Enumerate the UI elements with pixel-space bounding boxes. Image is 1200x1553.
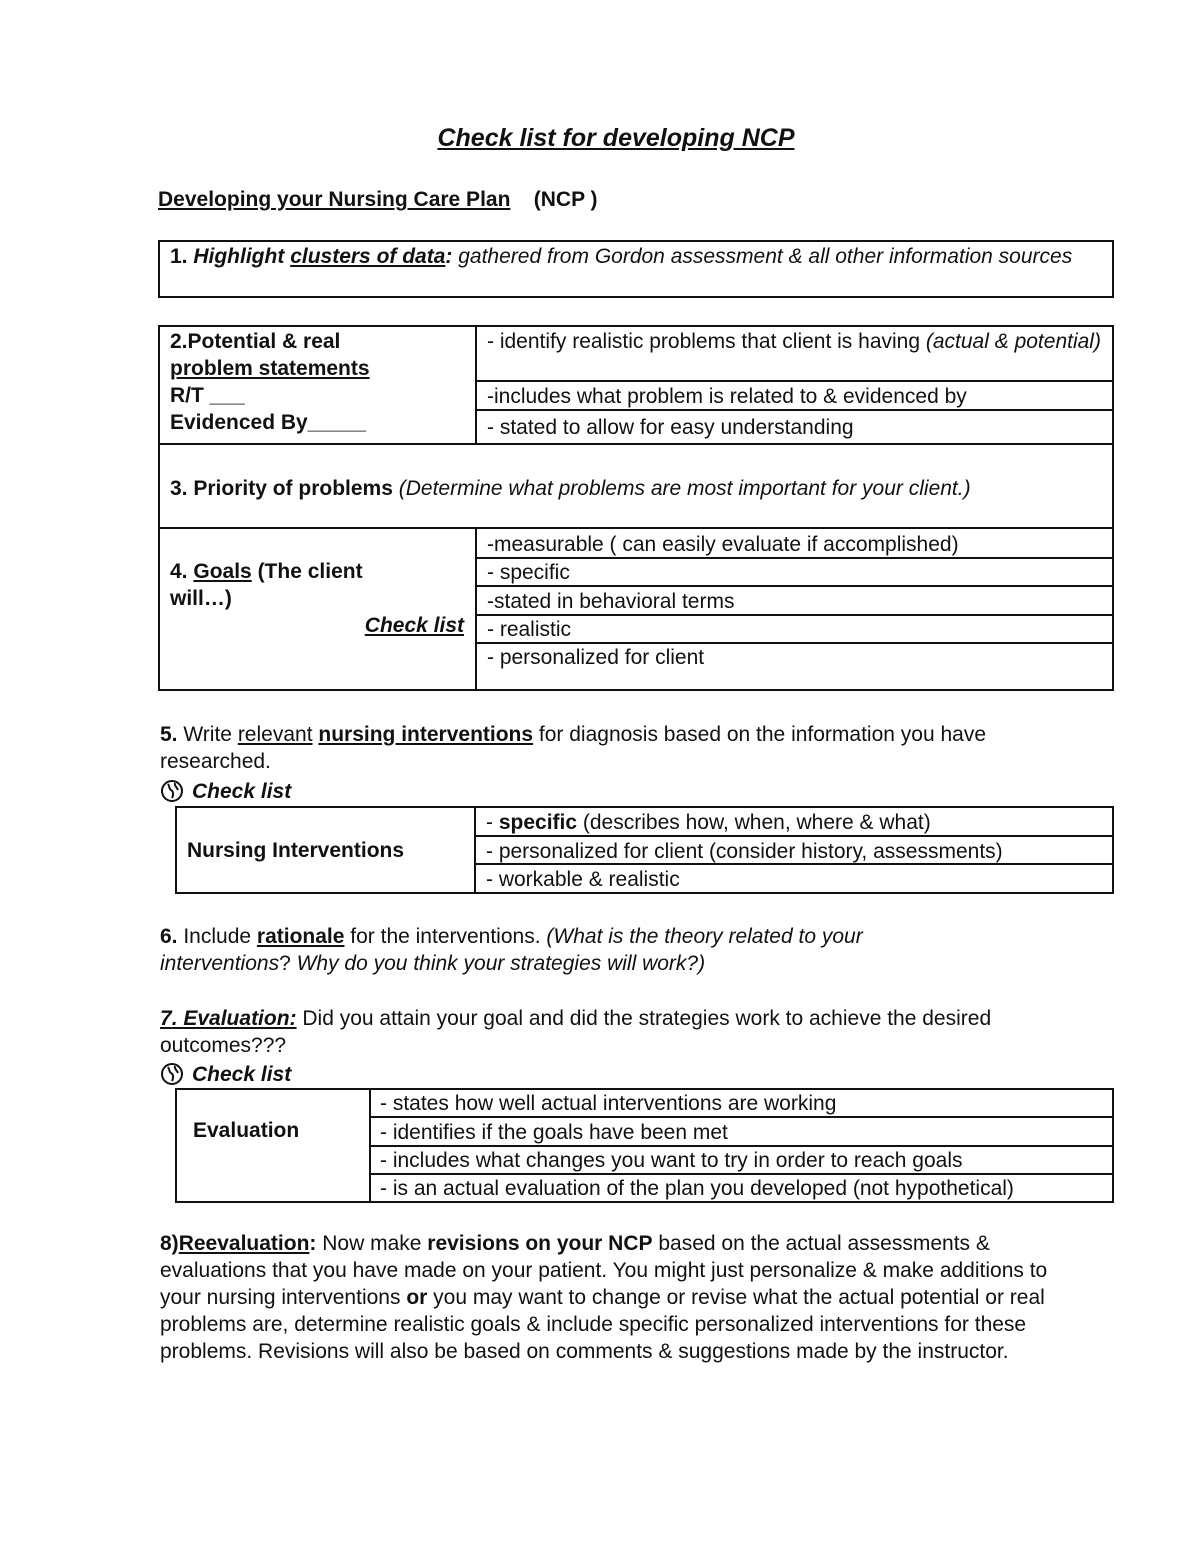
section-2-label: 2.Potential & real problem statements R/T ___ Evidenced By_____ [170,330,370,434]
evaluation-row-3: - includes what changes you want to try in order to reach goals [380,1149,963,1172]
intervention-row-2: - personalized for client (consider history, assessments) [486,840,1003,863]
goal-row-4: - realistic [487,618,572,641]
interventions-label: Nursing Interventions [187,839,405,862]
section-5-text: 5. Write relevant nursing interventions for diagnosis based on the information you have researched. [160,723,987,773]
section-4-label: 4. Goals (The client will…) Check list [170,558,470,639]
evaluation-row-4: - is an actual evaluation of the plan you developed (not hypothetical) [380,1177,1014,1200]
section-2-row-3: - stated to allow for easy understanding [487,416,854,439]
evaluation-row-1: - states how well actual interventions are working [380,1092,837,1115]
subtitle-text: Developing your Nursing Care Plan [158,188,511,211]
section-7-checklist: Check list [160,1061,1060,1088]
goal-row-2: - specific [487,561,570,584]
section-5-checklist: Check list [160,778,1060,805]
intervention-row-1: - specific (describes how, when, where & what) [486,811,931,834]
goal-row-5: - personalized for client [487,646,705,669]
section-7-text: 7. Evaluation: Did you attain your goal and did the strategies work to achieve the desired outcomes??? [160,1007,992,1057]
section-4-checklist: Check list [364,614,464,637]
page-title: Check list for developing NCP [437,124,795,152]
subtitle-suffix: (NCP ) [533,188,598,211]
section-1-text: 1. Highlight clusters of data: gathered from Gordon assessment & all other information sources [170,245,1073,268]
goal-row-1: -measurable ( can easily evaluate if accomplished) [487,533,959,556]
evaluation-row-2: - identifies if the goals have been met [380,1121,728,1144]
section-6-text: 6. Include rationale for the interventions. (What is the theory related to your interventions? Why do you think your strategies will work?) [160,925,863,975]
evaluation-label: Evaluation [193,1119,300,1142]
section-8-text: 8)Reevaluation: Now make revisions on your NCP based on the actual assessments & evaluations that you have made on your patient. You might just personalize & make additions to your nursing interventions or you may want to change or revise what the actual potential or real problems are, determine realistic goals & include specific personalized interventions for these problems. Revisions will also be based on comments & suggestions made by the instructor. [160,1232,1048,1363]
globe-icon [160,779,184,803]
subtitle [158,188,598,212]
section-3-text: 3. Priority of problems (Determine what problems are most important for your client.) [170,477,971,500]
section-2-row-1: - identify realistic problems that client is having (actual & potential) [487,330,1101,353]
intervention-row-3: - workable & realistic [486,868,680,891]
section-2-row-2: -includes what problem is related to & evidenced by [487,385,967,408]
goal-row-3: -stated in behavioral terms [487,590,735,613]
globe-icon [160,1062,184,1086]
